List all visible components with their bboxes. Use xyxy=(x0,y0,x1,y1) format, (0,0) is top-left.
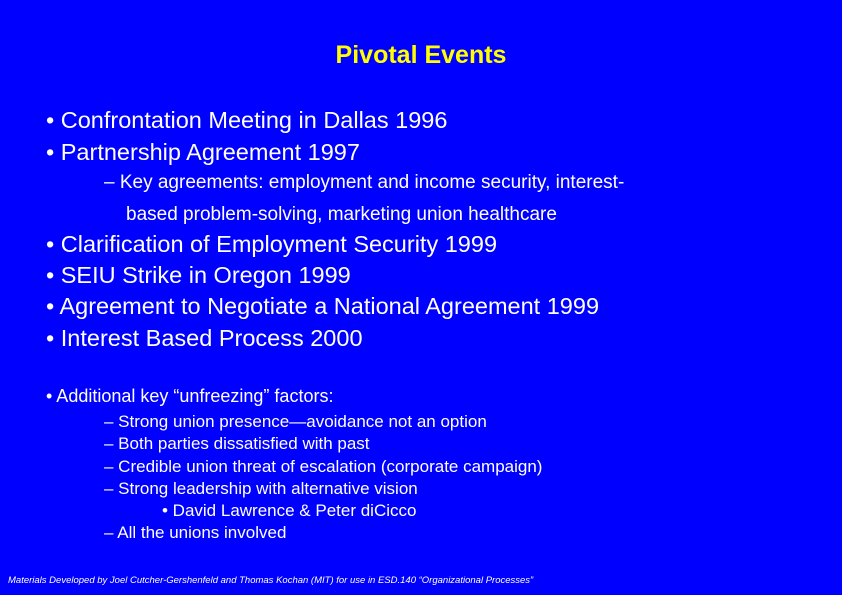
bullet-item: • Confrontation Meeting in Dallas 1996 xyxy=(46,107,448,133)
factor-item: – All the unions involved xyxy=(104,523,287,542)
factor-sub-item: • David Lawrence & Peter diCicco xyxy=(162,501,417,520)
factor-item: – Both parties dissatisfied with past xyxy=(104,434,370,453)
factor-item: – Strong union presence—avoidance not an option xyxy=(104,412,487,431)
sub-bullet-line: – Key agreements: employment and income security, interest- xyxy=(104,172,625,193)
bullet-item: • Agreement to Negotiate a National Agreement 1999 xyxy=(46,293,600,319)
bullet-item: • Clarification of Employment Security 1999 xyxy=(46,231,498,257)
slide-title: Pivotal Events xyxy=(335,41,507,69)
factor-item: – Credible union threat of escalation (corporate campaign) xyxy=(104,457,543,476)
factor-item: – Strong leadership with alternative vision xyxy=(104,479,418,498)
bullet-item: • Interest Based Process 2000 xyxy=(46,325,363,351)
factors-heading: • Additional key “unfreezing” factors: xyxy=(46,386,334,406)
footer-credit: Materials Developed by Joel Cutcher-Gershenfeld and Thomas Kochan (MIT) for use in ESD.140 “Organizational Processes” xyxy=(8,575,534,586)
bullet-item: • SEIU Strike in Oregon 1999 xyxy=(46,262,351,288)
sub-bullet-line: based problem-solving, marketing union healthcare xyxy=(126,204,557,225)
bullet-item: • Partnership Agreement 1997 xyxy=(46,139,360,165)
